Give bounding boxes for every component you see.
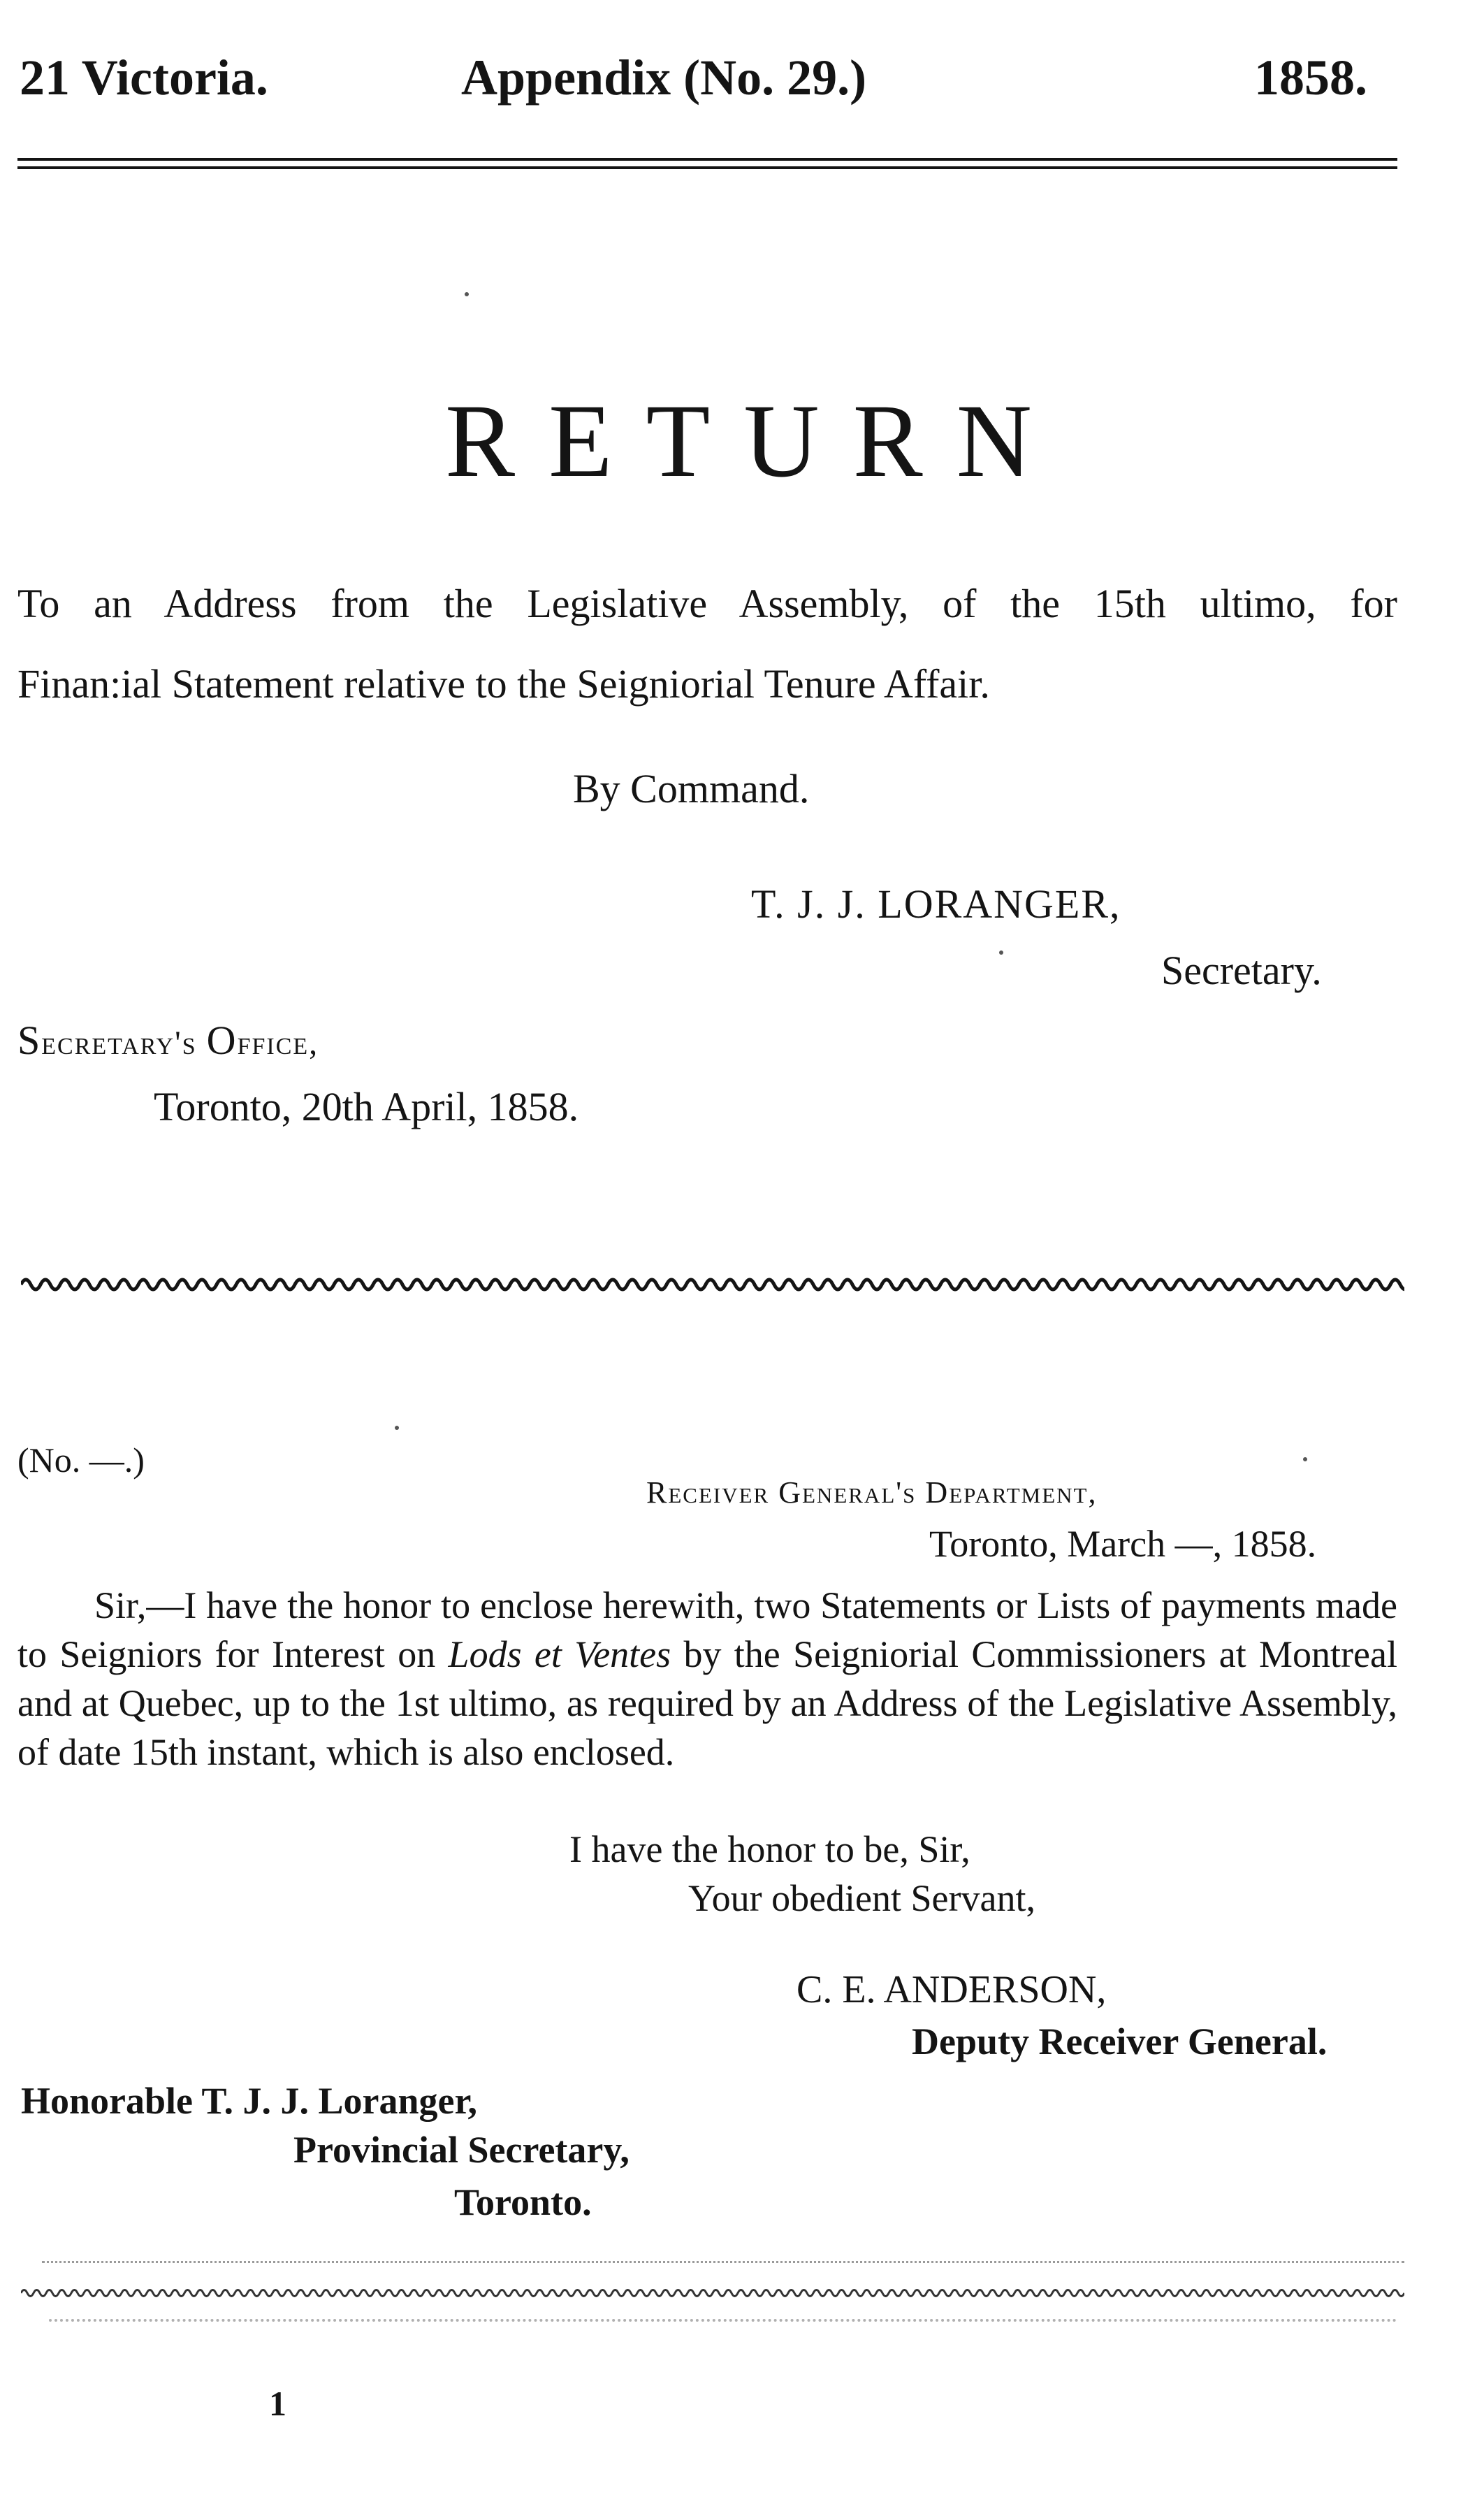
signatory-title: Secretary. [1161, 948, 1322, 993]
running-header [0, 49, 1484, 119]
header-center: Appendix (No. 29.) [461, 50, 867, 106]
signatory-name: T. J. J. LORANGER, [751, 881, 1121, 927]
letter-body-end: by the Seigniorial Commissioners at Montreal and at Quebec, up to the 1st ultimo, as required by an Address of the Legislative Assembly, of date 15th instant, which is also enclosed. [17, 1633, 1397, 1773]
closing-line-2: Your obedient Servant, [688, 1877, 1035, 1919]
addressee-place: Toronto. [454, 2181, 592, 2223]
header-rule-top [17, 158, 1397, 161]
ink-speck [999, 950, 1003, 955]
office-name: Secretary's Office, [17, 1018, 319, 1063]
letter-signatory-title: Deputy Receiver General. [912, 2020, 1327, 2062]
addressee-name: Honorable T. J. J. Loranger, [21, 2080, 478, 2122]
letter-place-date: Toronto, March —, 1858. [929, 1523, 1317, 1565]
letter-body [17, 1581, 1397, 1777]
header-left: 21 Victoria. [20, 50, 268, 106]
letter-body-start: Sir,—I have the honor to enclose herewith, two Statements or Lists of payments made to Seigniors for Interest on [17, 1584, 1397, 1675]
intro-line-1: To an Address from the Legislative Assembly, of the 15th ultimo, for [17, 581, 1397, 626]
dotted-rule-top [42, 2261, 1404, 2269]
ink-speck [465, 292, 469, 296]
header-right: 1858. [1254, 50, 1367, 106]
letter-body-italic: Lods et Ventes [448, 1633, 671, 1675]
ink-speck [395, 1426, 399, 1430]
by-command: By Command. [573, 766, 810, 811]
ink-speck [1303, 1457, 1307, 1461]
letter-number: (No. —.) [17, 1440, 145, 1480]
addressee-title: Provincial Secretary, [293, 2129, 630, 2171]
letter-signatory-name: C. E. ANDERSON, [796, 1968, 1107, 2011]
document-title: RETURN [445, 383, 1065, 499]
wavy-divider [21, 1271, 1404, 1299]
faded-text-line [49, 2319, 1397, 2327]
letter-department: Receiver General's Department, [646, 1475, 1098, 1510]
office-place-date: Toronto, 20th April, 1858. [154, 1084, 579, 1129]
header-rule-bottom [17, 166, 1397, 169]
page-number: 1 [269, 2384, 286, 2423]
wavy-rule-bottom [21, 2284, 1404, 2302]
intro-line-2: Finan:ial Statement relative to the Seigniorial Tenure Affair. [17, 661, 990, 707]
closing-line-1: I have the honor to be, Sir, [569, 1828, 970, 1870]
